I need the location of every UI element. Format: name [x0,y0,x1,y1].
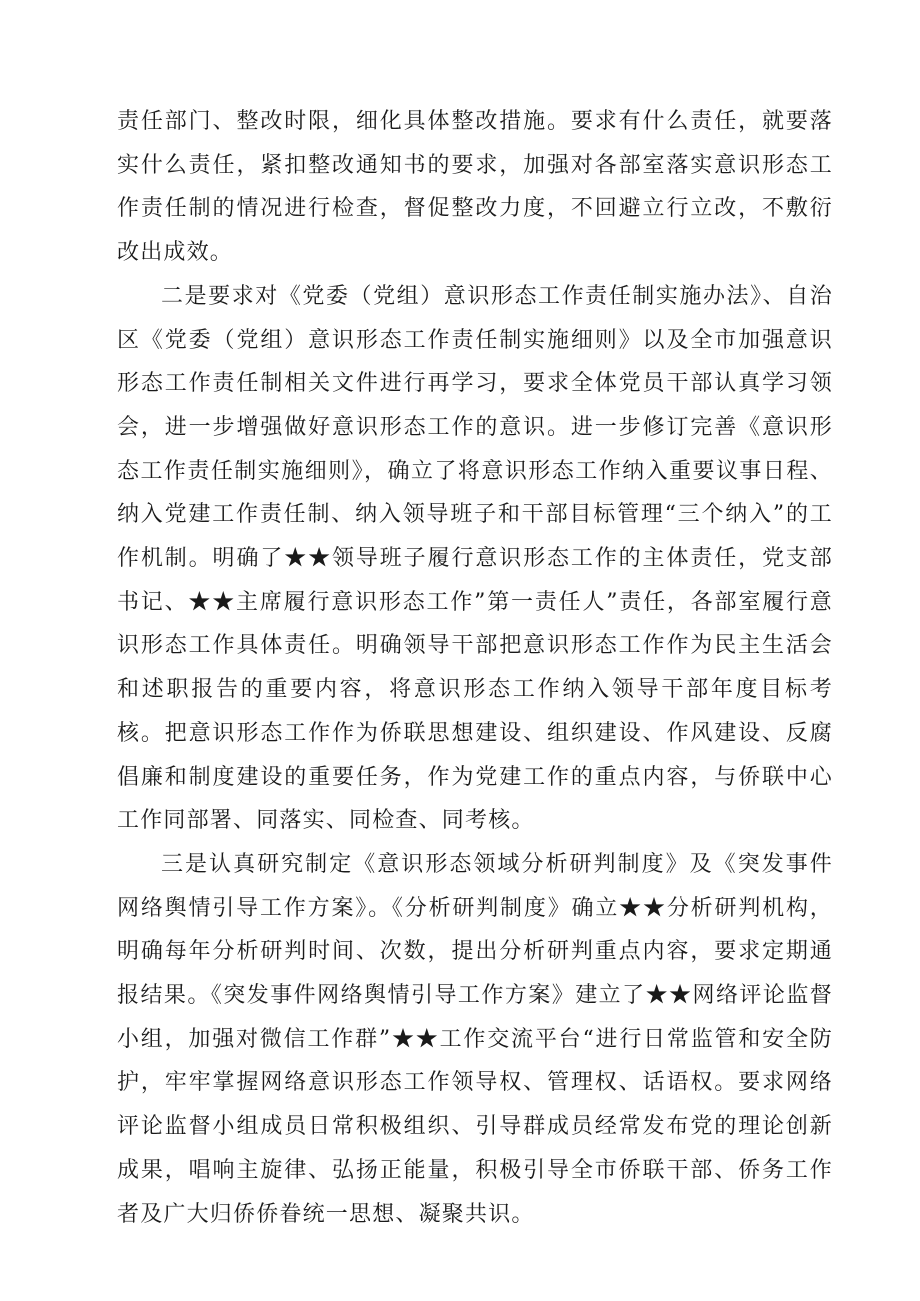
paragraph-third-point: 三是认真研究制定《意识形态领域分析研判制度》及《突发事件网络舆情引导工作方案》。《分析研判制度》确立★★分析研判机构，明确每年分析研判时间、次数，提出分析研判重点内容，要求定期通报结果。《突发事件网络舆情引导工作方案》建立了★★网络评论监督小组，加强对微信工作群”★★工作交流平台“进行日常监管和安全防护，牢牢掌握网络意识形态工作领导权、管理权、话语权。要求网络评论监督小组成员日常积极组织、引导群成员经常发布党的理论创新成果，唱响主旋律、弘扬正能量，积极引导全市侨联干部、侨务工作者及广大归侨侨眷统一思想、凝聚共识。 [117,851,833,1227]
paragraph-responsibility: 责任部门、整改时限，细化具体整改措施。要求有什么责任，就要落实什么责任，紧扣整改通知书的要求，加强对各部室落实意识形态工作责任制的情况进行检查，督促整改力度，不回避立行立改，不敷衍改出成效。 [117,109,833,266]
paragraph-second-point: 二是要求对《党委（党组）意识形态工作责任制实施办法》、自治区《党委（党组）意识形态工作责任制实施细则》以及全市加强意识形态工作责任制相关文件进行再学习，要求全体党员干部认真学习领会，进一步增强做好意识形态工作的意识。进一步修订完善《意识形态工作责任制实施细则》，确立了将意识形态工作纳入重要议事日程、纳入党建工作责任制、纳入领导班子和干部目标管理“三个纳入”的工作机制。明确了★★领导班子履行意识形态工作的主体责任，党支部书记、★★主席履行意识形态工作”第一责任人”责任，各部室履行意识形态工作具体责任。明确领导干部把意识形态工作作为民主生活会和述职报告的重要内容，将意识形态工作纳入领导干部年度目标考核。把意识形态工作作为侨联思想建设、组织建设、作风建设、反腐倡廉和制度建设的重要任务，作为党建工作的重点内容，与侨联中心工作同部署、同落实、同检查、同考核。 [117,283,833,834]
document-body [117,100,833,1236]
